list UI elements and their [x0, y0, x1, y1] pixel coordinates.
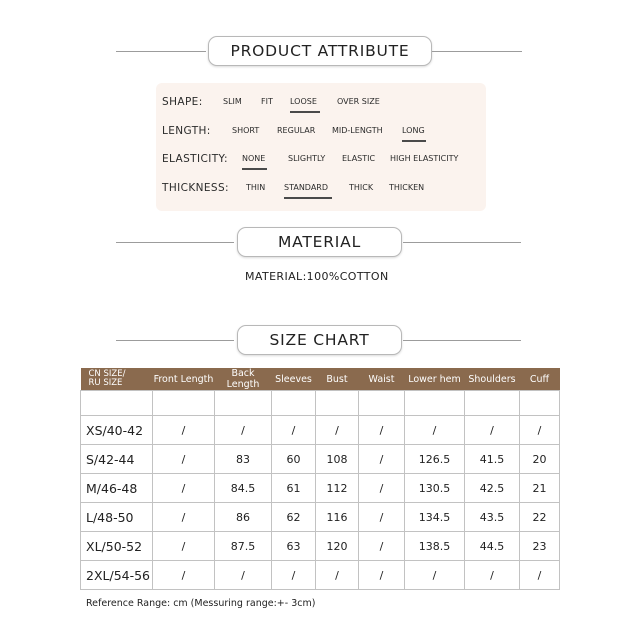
- table-cell: /: [316, 416, 359, 445]
- table-cell: 62: [272, 503, 316, 532]
- product-attribute-header: [0, 36, 640, 66]
- column-header: Sleeves: [272, 368, 316, 391]
- column-header: Waist: [359, 368, 405, 391]
- table-row: [81, 416, 560, 445]
- table-cell: /: [153, 503, 215, 532]
- table-cell: /: [465, 561, 520, 590]
- attribute-option: REGULAR: [277, 126, 316, 135]
- table-cell: [272, 391, 316, 416]
- size-cell: 2XL/54-56: [81, 561, 153, 590]
- table-cell: [153, 391, 215, 416]
- material-title: MATERIAL: [237, 227, 402, 257]
- table-cell: 126.5: [405, 445, 465, 474]
- attribute-option: THICK: [349, 183, 374, 192]
- table-cell: 63: [272, 532, 316, 561]
- table-cell: [520, 391, 560, 416]
- divider-line: [116, 51, 206, 52]
- column-header: Cuff: [520, 368, 560, 391]
- table-cell: [81, 391, 153, 416]
- table-cell: 130.5: [405, 474, 465, 503]
- table-cell: /: [272, 561, 316, 590]
- table-cell: 116: [316, 503, 359, 532]
- size-table: [80, 368, 560, 590]
- table-row: [81, 445, 560, 474]
- table-cell: 134.5: [405, 503, 465, 532]
- size-cell: XL/50-52: [81, 532, 153, 561]
- selected-underline: [242, 168, 267, 170]
- attribute-option: ELASTIC: [342, 154, 376, 163]
- table-spacer-row: [81, 391, 560, 416]
- divider-line: [116, 340, 234, 341]
- table-cell: 42.5: [465, 474, 520, 503]
- table-cell: /: [153, 561, 215, 590]
- size-cell: L/48-50: [81, 503, 153, 532]
- table-cell: /: [215, 561, 272, 590]
- table-cell: 41.5: [465, 445, 520, 474]
- table-cell: 86: [215, 503, 272, 532]
- attribute-option: FIT: [261, 97, 273, 106]
- attribute-option: OVER SIZE: [337, 97, 380, 106]
- size-header-line2: RU SIZE: [88, 378, 123, 388]
- table-cell: /: [153, 416, 215, 445]
- table-cell: 120: [316, 532, 359, 561]
- attribute-option-selected: NONE: [242, 154, 266, 163]
- attribute-option: SLIGHTLY: [288, 154, 326, 163]
- table-cell: /: [153, 532, 215, 561]
- divider-line: [403, 242, 521, 243]
- table-cell: 60: [272, 445, 316, 474]
- divider-line: [403, 340, 521, 341]
- size-cell: XS/40-42: [81, 416, 153, 445]
- table-row: [81, 532, 560, 561]
- table-cell: /: [316, 561, 359, 590]
- selected-underline: [284, 197, 332, 199]
- table-cell: /: [359, 561, 405, 590]
- table-cell: /: [359, 532, 405, 561]
- table-row: [81, 474, 560, 503]
- table-cell: 43.5: [465, 503, 520, 532]
- table-cell: 21: [520, 474, 560, 503]
- table-cell: 138.5: [405, 532, 465, 561]
- divider-line: [116, 242, 234, 243]
- table-cell: /: [359, 416, 405, 445]
- column-header-size: [81, 368, 153, 391]
- table-cell: /: [520, 416, 560, 445]
- attribute-row-length: [156, 121, 486, 141]
- column-header: Bust: [316, 368, 359, 391]
- table-cell: /: [153, 474, 215, 503]
- attribute-label: ELASTICITY:: [162, 153, 228, 165]
- size-cell: S/42-44: [81, 445, 153, 474]
- reference-note: Reference Range: cm (Messuring range:+- 3cm): [86, 598, 316, 609]
- attribute-option-selected: STANDARD: [284, 183, 329, 192]
- table-cell: /: [359, 474, 405, 503]
- column-header: Lower hem: [405, 368, 465, 391]
- table-cell: 84.5: [215, 474, 272, 503]
- attribute-option: SLIM: [223, 97, 242, 106]
- attribute-row-shape: [156, 92, 486, 112]
- table-cell: /: [520, 561, 560, 590]
- table-cell: [359, 391, 405, 416]
- divider-line: [432, 51, 522, 52]
- column-header: Shoulders: [465, 368, 520, 391]
- table-cell: [316, 391, 359, 416]
- attribute-panel: [156, 83, 486, 211]
- attribute-row-thickness: [156, 178, 486, 198]
- table-row: [81, 561, 560, 590]
- product-attribute-title: PRODUCT ATTRIBUTE: [208, 36, 432, 66]
- material-value: MATERIAL:100%COTTON: [245, 270, 389, 283]
- attribute-label: LENGTH:: [162, 125, 211, 137]
- table-cell: /: [359, 503, 405, 532]
- attribute-option-selected: LONG: [402, 126, 425, 135]
- table-cell: /: [272, 416, 316, 445]
- column-header: Back Length: [215, 368, 272, 391]
- table-row: [81, 503, 560, 532]
- table-cell: 22: [520, 503, 560, 532]
- selected-underline: [402, 140, 426, 142]
- size-cell: M/46-48: [81, 474, 153, 503]
- table-header-row: [81, 368, 560, 391]
- attribute-label: THICKNESS:: [162, 182, 229, 194]
- attribute-option: THIN: [246, 183, 266, 192]
- table-cell: /: [359, 445, 405, 474]
- size-chart-header: [0, 325, 640, 355]
- size-header-line1: CN SIZE/: [88, 369, 126, 379]
- size-chart-title: SIZE CHART: [237, 325, 402, 355]
- table-cell: [405, 391, 465, 416]
- attribute-option-selected: LOOSE: [290, 97, 317, 106]
- table-cell: /: [153, 445, 215, 474]
- table-cell: 23: [520, 532, 560, 561]
- table-cell: /: [215, 416, 272, 445]
- attribute-option: THICKEN: [389, 183, 425, 192]
- table-cell: /: [405, 416, 465, 445]
- table-cell: 83: [215, 445, 272, 474]
- table-cell: 112: [316, 474, 359, 503]
- table-cell: 87.5: [215, 532, 272, 561]
- attribute-option: SHORT: [232, 126, 260, 135]
- selected-underline: [290, 111, 320, 113]
- material-header: [0, 227, 640, 257]
- attribute-option: MID-LENGTH: [332, 126, 383, 135]
- table-cell: 44.5: [465, 532, 520, 561]
- table-cell: 61: [272, 474, 316, 503]
- table-cell: [215, 391, 272, 416]
- attribute-option: HIGH ELASTICITY: [390, 154, 459, 163]
- table-cell: [465, 391, 520, 416]
- table-cell: 108: [316, 445, 359, 474]
- table-cell: /: [465, 416, 520, 445]
- column-header: Front Length: [153, 368, 215, 391]
- attribute-row-elasticity: [156, 149, 486, 169]
- attribute-label: SHAPE:: [162, 96, 203, 108]
- table-cell: /: [405, 561, 465, 590]
- table-cell: 20: [520, 445, 560, 474]
